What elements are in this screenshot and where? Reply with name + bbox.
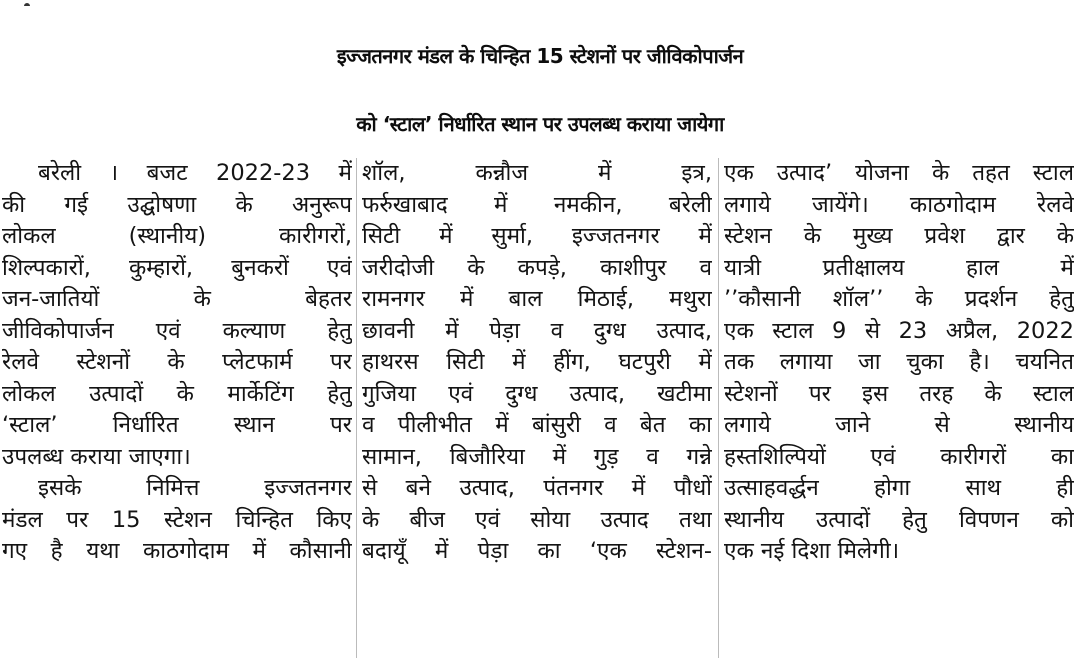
body-line: के बीज एवं सोया उत्पाद तथा	[362, 506, 712, 533]
body-line: शिल्पकारों, कुम्हारों, बुनकरों एवं	[2, 254, 352, 281]
body-line: बरेली । बजट 2022-23 में	[38, 160, 352, 186]
body-line: यात्री प्रतीक्षालय हाल में	[724, 254, 1074, 281]
body-line: तक लगाया जा चुका है। चयनित	[724, 349, 1074, 375]
body-line: रेलवे स्टेशनों के प्लेटफार्म पर	[2, 349, 352, 375]
body-line: सामान, बिजौरिया में गुड़ व गन्ने	[362, 443, 712, 470]
clipped-previous-article-edge	[24, 0, 144, 6]
body-line: स्थानीय उत्पादों हेतु विपणन को	[724, 506, 1074, 533]
body-line: उपलब्ध कराया जाएगा।	[2, 443, 191, 470]
article-column-1	[2, 158, 352, 568]
body-line: से बने उत्पाद, पंतनगर में पौधों	[362, 475, 712, 501]
body-line: एक उत्पाद’ योजना के तहत स्टाल	[724, 160, 1074, 186]
article-column-2	[362, 158, 712, 568]
body-line: लोकल (स्थानीय) कारीगरों,	[2, 223, 352, 249]
body-line: लगाये जाने से स्थानीय	[724, 412, 1074, 438]
body-line: एक स्टाल 9 से 23 अप्रैल, 2022	[724, 317, 1074, 344]
body-line: स्टेशनों पर इस तरह के स्टाल	[724, 380, 1074, 407]
body-line: गए है यथा काठगोदाम में कौसानी	[2, 538, 352, 564]
body-line: मंडल पर 15 स्टेशन चिन्हित किए	[2, 506, 352, 533]
body-line: व पीलीभीत में बांसुरी व बेत का	[362, 412, 712, 438]
body-line: सिटी में सुर्मा, इज्जतनगर में	[362, 223, 712, 249]
column-divider	[356, 158, 357, 658]
body-line: ’’कौसानी शॉल’’ के प्रदर्शन हेतु	[724, 286, 1074, 312]
article-headline	[0, 22, 1080, 158]
body-line: लोकल उत्पादों के मार्केटिंग हेतु	[2, 380, 352, 407]
article-body	[0, 158, 1080, 666]
body-line: जरीदोजी के कपड़े, काशीपुर व	[362, 254, 712, 281]
headline-line-1: इज्जतनगर मंडल के चिन्हित 15 स्टेशनों पर जीविकोपार्जन	[336, 44, 744, 68]
body-line: रामनगर में बाल मिठाई, मथुरा	[362, 286, 712, 312]
body-line: जन-जातियों के बेहतर	[2, 286, 352, 312]
body-line: शॉल, कन्नौज में इत्र,	[362, 160, 712, 186]
article-column-3	[724, 158, 1074, 568]
body-line: इसके निमित्त इज्जतनगर	[38, 475, 352, 501]
body-line: बदायूँ में पेड़ा का ‘एक स्टेशन-	[362, 538, 712, 564]
body-line: एक नई दिशा मिलेगी।	[724, 538, 900, 564]
body-line: गुजिया एवं दुग्ध उत्पाद, खटीमा	[362, 380, 712, 407]
body-line: उत्साहवर्द्धन होगा साथ ही	[724, 475, 1074, 501]
body-line: की गई उद्घोषणा के अनुरूप	[2, 191, 352, 218]
body-line: हाथरस सिटी में हींग, घटपुरी में	[362, 349, 712, 375]
body-line: जीविकोपार्जन एवं कल्याण हेतु	[2, 317, 352, 344]
body-line: लगाये जायेंगे। काठगोदाम रेलवे	[724, 191, 1074, 218]
body-line: ‘स्टाल’ निर्धारित स्थान पर	[2, 412, 352, 438]
body-line: छावनी में पेड़ा व दुग्ध उत्पाद,	[362, 317, 712, 344]
body-line: फर्रुखाबाद में नमकीन, बरेली	[362, 191, 712, 218]
body-line: हस्तशिल्पियों एवं कारीगरों का	[724, 443, 1074, 470]
body-line: स्टेशन के मुख्य प्रवेश द्वार के	[724, 223, 1074, 249]
headline-line-2: को ‘स्टाल’ निर्धारित स्थान पर उपलब्ध कराया जायेगा	[356, 112, 724, 136]
column-divider	[718, 158, 719, 658]
